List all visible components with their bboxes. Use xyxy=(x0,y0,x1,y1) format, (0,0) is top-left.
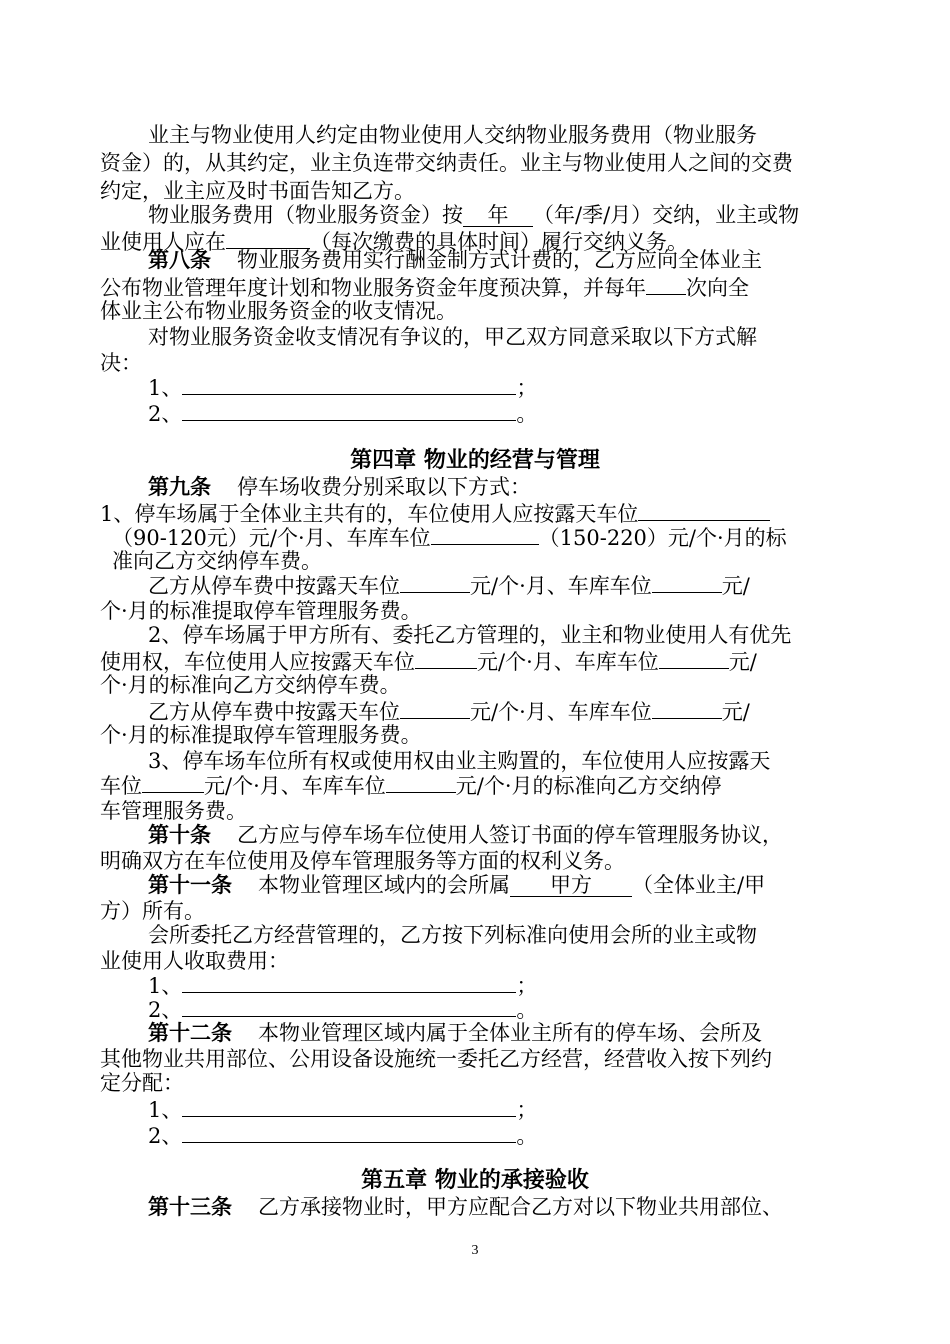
text: 约定，业主应及时书面告知乙方。 xyxy=(100,179,415,203)
fill-blank[interactable] xyxy=(182,994,516,1017)
fill-blank[interactable] xyxy=(182,372,516,395)
list-item xyxy=(148,398,537,428)
text: 元/个·月、车库车位 xyxy=(470,700,652,724)
fill-blank[interactable] xyxy=(652,570,722,593)
fill-blank[interactable] xyxy=(400,696,470,719)
blank-value: 年 xyxy=(487,203,509,227)
text: 第五章 物业的承接验收 xyxy=(361,1168,589,1193)
fill-blank[interactable] xyxy=(652,696,722,719)
text: 1、 xyxy=(148,376,183,400)
fill-blank[interactable] xyxy=(182,1094,516,1117)
blank-value: 甲方 xyxy=(550,873,592,897)
text: 2、 xyxy=(148,998,183,1022)
text: 物业服务费用（物业服务资金）按 xyxy=(148,203,463,227)
text: 业使用人应在 xyxy=(100,230,226,254)
article-line xyxy=(148,245,762,275)
text: 车位 xyxy=(100,774,142,798)
text: 乙方应与停车场车位使用人签订书面的停车管理服务协议， xyxy=(237,823,783,847)
text: （150-220）元/个·月的标 xyxy=(538,526,787,550)
article-line xyxy=(148,1192,783,1222)
article-title: 第十一条 xyxy=(148,872,232,897)
text: 2、 xyxy=(148,1124,183,1148)
text: 第四章 物业的经营与管理 xyxy=(350,448,600,473)
article-title: 第九条 xyxy=(148,474,211,499)
text: 元/ xyxy=(728,650,757,674)
text: （年/季/月）交纳，业主或物 xyxy=(533,203,800,227)
text: 体业主公布物业服务资金的收支情况。 xyxy=(100,299,457,323)
text: 2、停车场属于甲方所有、委托乙方管理的，业主和物业使用人有优先 xyxy=(148,623,792,647)
text: 车管理服务费。 xyxy=(100,799,247,823)
text: 。 xyxy=(516,402,538,426)
paragraph-line xyxy=(100,1044,772,1074)
text: 使用权，车位使用人应按露天车位 xyxy=(100,650,415,674)
text: 乙方从停车费中按露天车位 xyxy=(148,574,400,598)
text: （全体业主/甲 xyxy=(632,873,766,897)
paragraph-line xyxy=(100,148,793,178)
text: 本物业管理区域内属于全体业主所有的停车场、会所及 xyxy=(258,1021,762,1045)
article-title: 第八条 xyxy=(148,247,211,272)
text: 1、 xyxy=(148,974,183,998)
text: 元/个·月、车库车位 xyxy=(470,574,652,598)
text: 方）所有。 xyxy=(100,899,205,923)
fill-blank[interactable] xyxy=(431,522,539,545)
fill-blank[interactable] xyxy=(638,498,770,521)
fill-blank[interactable] xyxy=(182,398,516,421)
text: 业主与物业使用人约定由物业使用人交纳物业服务费用（物业服务 xyxy=(148,123,757,147)
text: 次向全 xyxy=(686,276,749,300)
text: 停车场收费分别采取以下方式： xyxy=(237,475,531,499)
text: 决： xyxy=(100,351,142,375)
list-item xyxy=(148,1120,537,1150)
paragraph-line xyxy=(148,120,757,150)
fill-blank[interactable] xyxy=(142,770,204,793)
text: 准向乙方交纳停车费。 xyxy=(112,549,322,573)
text: 资金）的，从其约定，业主负连带交纳责任。业主与物业使用人之间的交费 xyxy=(100,151,793,175)
text: 。 xyxy=(516,998,538,1022)
text: ； xyxy=(516,974,538,998)
text: 2、 xyxy=(148,402,183,426)
text: 元/个·月、车库车位 xyxy=(477,650,659,674)
text: 其他物业共用部位、公用设备设施统一委托乙方经营，经营收入按下列约 xyxy=(100,1047,772,1071)
text: 物业服务费用实行酬金制方式计费的，乙方应向全体业主 xyxy=(237,248,762,272)
text: ； xyxy=(516,376,538,400)
fill-blank[interactable] xyxy=(659,646,729,669)
text: 3、停车场车位所有权或使用权由业主购置的，车位使用人应按露天 xyxy=(148,749,771,773)
text: 本物业管理区域内的会所属 xyxy=(258,873,510,897)
text: （90-120元）元/个·月、车库车位 xyxy=(112,526,431,550)
article-title: 第十三条 xyxy=(148,1194,232,1219)
text: ； xyxy=(516,1098,538,1122)
text: 对物业服务资金收支情况有争议的，甲乙双方同意采取以下方式解 xyxy=(148,325,757,349)
text: 个·月的标准向乙方交纳停车费。 xyxy=(100,673,401,697)
text: 明确双方在车位使用及停车管理服务等方面的权利义务。 xyxy=(100,849,625,873)
text: 元/个·月的标准向乙方交纳停 xyxy=(455,774,722,798)
article-line xyxy=(148,870,765,900)
text: 元/ xyxy=(721,574,750,598)
text: 定分配： xyxy=(100,1071,184,1095)
fill-blank[interactable] xyxy=(463,204,533,227)
fill-blank[interactable] xyxy=(415,646,477,669)
fill-blank[interactable] xyxy=(386,770,456,793)
text: 1、 xyxy=(148,1098,183,1122)
fill-blank[interactable] xyxy=(400,570,470,593)
fill-blank[interactable] xyxy=(510,874,632,897)
text: （每次缴费的具体时间）履行交纳义务。 xyxy=(310,230,688,254)
fill-blank[interactable] xyxy=(182,1120,516,1143)
text: 个·月的标准提取停车管理服务费。 xyxy=(100,723,422,747)
text: 元/ xyxy=(721,700,750,724)
paragraph-line xyxy=(100,348,142,378)
page-number: 3 xyxy=(471,1243,479,1258)
article-title: 第十二条 xyxy=(148,1020,232,1045)
paragraph-line xyxy=(148,322,757,352)
text: 元/个·月、车库车位 xyxy=(204,774,386,798)
text: 个·月的标准提取停车管理服务费。 xyxy=(100,599,422,623)
text: 公布物业管理年度计划和物业服务资金年度预决算，并每年 xyxy=(100,276,646,300)
fill-blank[interactable] xyxy=(646,272,686,295)
text: 业使用人收取费用： xyxy=(100,949,289,973)
article-title: 第十条 xyxy=(148,822,211,847)
text: 。 xyxy=(516,1124,538,1148)
text: 1、停车场属于全体业主共有的，车位使用人应按露天车位 xyxy=(100,502,639,526)
text: 会所委托乙方经营管理的，乙方按下列标准向使用会所的业主或物 xyxy=(148,923,757,947)
text: 乙方从停车费中按露天车位 xyxy=(148,700,400,724)
fill-blank[interactable] xyxy=(182,970,516,993)
text: 乙方承接物业时，甲方应配合乙方对以下物业共用部位、 xyxy=(258,1195,783,1219)
